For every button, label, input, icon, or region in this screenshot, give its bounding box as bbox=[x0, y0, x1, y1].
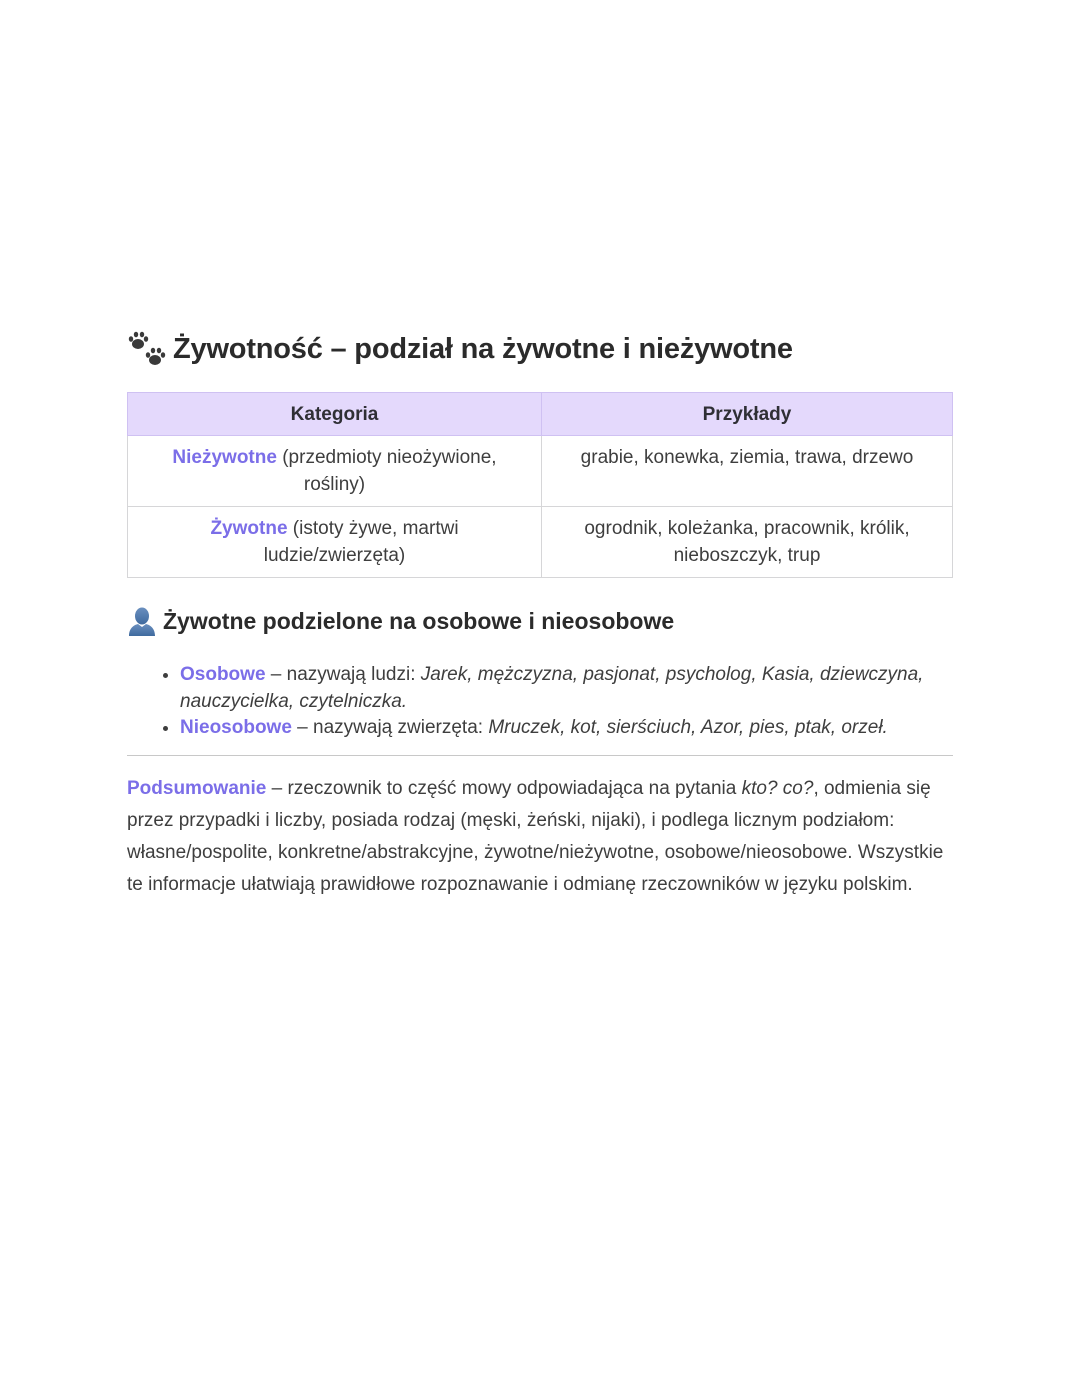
document-page bbox=[127, 326, 953, 920]
list-item-examples: Mruczek, kot, sierściuch, Azor, pies, ptak, orzeł. bbox=[488, 717, 888, 738]
summary-paragraph bbox=[127, 773, 953, 901]
summary-text-before: – rzeczownik to część mowy odpowiadająca na pytania bbox=[266, 777, 742, 799]
section-heading-personal bbox=[127, 603, 953, 639]
examples-cell: grabie, konewka, ziemia, trawa, drzewo bbox=[542, 436, 953, 507]
category-term: Żywotne bbox=[210, 518, 288, 539]
list-item bbox=[180, 662, 953, 715]
category-description: (przedmioty nieożywione, rośliny) bbox=[276, 447, 497, 495]
list-item-term: Nieosobowe bbox=[180, 717, 292, 738]
category-cell bbox=[128, 436, 542, 507]
section-heading-text: Żywotność – podział na żywotne i nieżywotne bbox=[173, 332, 793, 365]
personal-list bbox=[127, 662, 953, 742]
paw-prints-icon bbox=[127, 329, 169, 369]
section-divider bbox=[127, 755, 953, 756]
category-description: (istoty żywe, martwi ludzie/zwierzęta) bbox=[263, 518, 459, 566]
column-header-examples: Przykłady bbox=[542, 393, 953, 436]
examples-cell: ogrodnik, koleżanka, pracownik, królik, nieboszczyk, trup bbox=[542, 507, 953, 578]
column-header-category: Kategoria bbox=[128, 393, 542, 436]
list-item-text: – nazywają ludzi: bbox=[265, 664, 421, 685]
table-header-row bbox=[128, 393, 953, 436]
table-row bbox=[128, 436, 953, 507]
list-item-term: Osobowe bbox=[180, 664, 266, 685]
list-item bbox=[180, 715, 953, 742]
list-item-examples: Jarek, mężczyzna, pasjonat, psycholog, Kasia, dziewczyna, nauczycielka, czytelniczka. bbox=[180, 664, 924, 712]
section-heading-animacy bbox=[127, 326, 953, 372]
list-item-text: – nazywają zwierzęta: bbox=[291, 717, 489, 738]
category-cell bbox=[128, 507, 542, 578]
summary-questions: kto? co? bbox=[741, 777, 814, 799]
table-row bbox=[128, 507, 953, 578]
summary-text-after: , odmienia się przez przypadki i liczby, posiada rodzaj (męski, żeński, nijaki), i podlega licznym podziałom: własne/pospolite, konkretne/abstrakcyjne, żywotne/nieżywotne, osobowe/nieosobowe. Wszystkie te informacje ułatwiają prawidłowe rozpoznawanie i odmianę rzeczowników w języku polskim. bbox=[127, 777, 944, 895]
category-term: Nieżywotne bbox=[172, 447, 277, 468]
summary-term: Podsumowanie bbox=[127, 777, 267, 799]
section-heading-text: Żywotne podzielone na osobowe i nieosobowe bbox=[163, 607, 675, 634]
animacy-table bbox=[127, 392, 953, 578]
person-silhouette-icon bbox=[127, 605, 159, 637]
